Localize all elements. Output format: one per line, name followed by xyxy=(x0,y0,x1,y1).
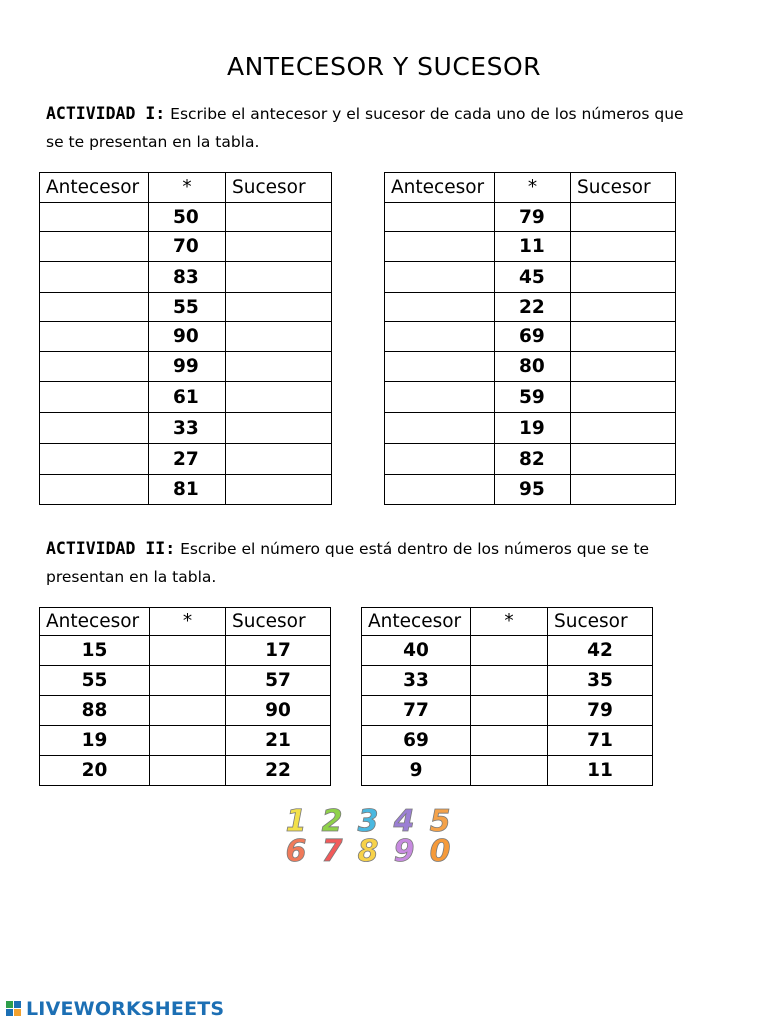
sucesor-answer-cell[interactable] xyxy=(226,444,332,475)
antecesor-cell: 19 xyxy=(40,726,150,756)
header-sucesor: Sucesor xyxy=(226,173,332,203)
header-star: * xyxy=(495,173,571,203)
digit-2: 2 xyxy=(321,804,343,839)
header-star: * xyxy=(149,173,226,203)
given-number-cell: 50 xyxy=(149,203,226,232)
sucesor-answer-cell[interactable] xyxy=(226,203,332,232)
table-row xyxy=(362,636,653,666)
table-row xyxy=(362,696,653,726)
antecesor-cell: 77 xyxy=(362,696,471,726)
table-row xyxy=(40,293,332,322)
given-number-cell: 79 xyxy=(495,203,571,232)
table-row xyxy=(385,322,676,352)
header-sucesor: Sucesor xyxy=(548,608,653,636)
table-row xyxy=(385,232,676,262)
middle-answer-cell[interactable] xyxy=(150,666,226,696)
antecesor-cell: 88 xyxy=(40,696,150,726)
given-number-cell: 80 xyxy=(495,352,571,382)
middle-answer-cell[interactable] xyxy=(150,726,226,756)
middle-answer-cell[interactable] xyxy=(471,666,548,696)
table-row xyxy=(362,726,653,756)
sucesor-answer-cell[interactable] xyxy=(226,322,332,352)
sucesor-answer-cell[interactable] xyxy=(571,352,676,382)
table-row xyxy=(40,726,331,756)
antecesor-cell: 15 xyxy=(40,636,150,666)
middle-answer-cell[interactable] xyxy=(471,636,548,666)
given-number-cell: 22 xyxy=(495,293,571,322)
antecesor-cell: 40 xyxy=(362,636,471,666)
sucesor-answer-cell[interactable] xyxy=(571,203,676,232)
antecesor-answer-cell[interactable] xyxy=(385,203,495,232)
page-title: ANTECESOR Y SUCESOR xyxy=(226,52,542,81)
sucesor-cell: 71 xyxy=(548,726,653,756)
given-number-cell: 11 xyxy=(495,232,571,262)
activity-2-table-left xyxy=(39,607,331,786)
table-row xyxy=(40,444,332,475)
digit-6: 6 xyxy=(285,834,307,864)
antecesor-cell: 55 xyxy=(40,666,150,696)
digit-0: 0 xyxy=(429,834,451,864)
colorful-digits-image xyxy=(282,804,464,864)
middle-answer-cell[interactable] xyxy=(471,756,548,786)
sucesor-cell: 42 xyxy=(548,636,653,666)
given-number-cell: 45 xyxy=(495,262,571,293)
sucesor-cell: 21 xyxy=(226,726,331,756)
sucesor-cell: 35 xyxy=(548,666,653,696)
middle-answer-cell[interactable] xyxy=(150,756,226,786)
sucesor-cell: 79 xyxy=(548,696,653,726)
sucesor-cell: 57 xyxy=(226,666,331,696)
table-row xyxy=(40,322,332,352)
antecesor-answer-cell[interactable] xyxy=(40,352,149,382)
table-row xyxy=(385,444,676,475)
liveworksheets-footer xyxy=(6,996,224,1022)
given-number-cell: 99 xyxy=(149,352,226,382)
given-number-cell: 19 xyxy=(495,413,571,444)
given-number-cell: 61 xyxy=(149,382,226,413)
header-antecesor: Antecesor xyxy=(385,173,495,203)
header-antecesor: Antecesor xyxy=(40,173,149,203)
activity-1-table-right xyxy=(384,172,676,505)
activity-2-text-line1: Escribe el número que está dentro de los números que se te xyxy=(175,540,650,558)
table-row xyxy=(40,636,331,666)
given-number-cell: 33 xyxy=(149,413,226,444)
digit-5: 5 xyxy=(429,804,451,839)
digit-7: 7 xyxy=(321,834,343,864)
given-number-cell: 90 xyxy=(149,322,226,352)
middle-answer-cell[interactable] xyxy=(471,726,548,756)
table-row xyxy=(385,382,676,413)
antecesor-answer-cell[interactable] xyxy=(40,293,149,322)
antecesor-cell: 9 xyxy=(362,756,471,786)
sucesor-answer-cell[interactable] xyxy=(571,322,676,352)
header-antecesor: Antecesor xyxy=(362,608,471,636)
antecesor-answer-cell[interactable] xyxy=(385,232,495,262)
antecesor-answer-cell[interactable] xyxy=(385,382,495,413)
header-antecesor: Antecesor xyxy=(40,608,150,636)
antecesor-answer-cell[interactable] xyxy=(385,413,495,444)
sucesor-answer-cell[interactable] xyxy=(571,293,676,322)
header-star: * xyxy=(471,608,548,636)
given-number-cell: 55 xyxy=(149,293,226,322)
antecesor-answer-cell[interactable] xyxy=(385,444,495,475)
sucesor-cell: 90 xyxy=(226,696,331,726)
table-row xyxy=(40,666,331,696)
sucesor-answer-cell[interactable] xyxy=(226,382,332,413)
table-row xyxy=(385,203,676,232)
activity-1-label: ACTIVIDAD I: xyxy=(46,104,166,123)
given-number-cell: 95 xyxy=(495,475,571,505)
table-row xyxy=(362,666,653,696)
digit-3: 3 xyxy=(357,804,379,839)
given-number-cell: 59 xyxy=(495,382,571,413)
given-number-cell: 83 xyxy=(149,262,226,293)
given-number-cell: 69 xyxy=(495,322,571,352)
antecesor-cell: 33 xyxy=(362,666,471,696)
middle-answer-cell[interactable] xyxy=(150,636,226,666)
antecesor-answer-cell[interactable] xyxy=(40,475,149,505)
table-row xyxy=(40,262,332,293)
header-sucesor: Sucesor xyxy=(226,608,331,636)
antecesor-answer-cell[interactable] xyxy=(385,293,495,322)
antecesor-answer-cell[interactable] xyxy=(40,262,149,293)
sucesor-cell: 17 xyxy=(226,636,331,666)
sucesor-answer-cell[interactable] xyxy=(571,444,676,475)
table-row xyxy=(40,203,332,232)
antecesor-cell: 20 xyxy=(40,756,150,786)
activity-2-instructions xyxy=(46,535,649,591)
activity-2-table-right xyxy=(361,607,653,786)
antecesor-answer-cell[interactable] xyxy=(385,322,495,352)
sucesor-answer-cell[interactable] xyxy=(226,262,332,293)
table-row xyxy=(385,413,676,444)
footer-brand: LIVEWORKSHEETS xyxy=(26,998,225,1020)
middle-answer-cell[interactable] xyxy=(150,696,226,726)
antecesor-answer-cell[interactable] xyxy=(385,475,495,505)
table-row xyxy=(385,352,676,382)
sucesor-answer-cell[interactable] xyxy=(226,293,332,322)
antecesor-answer-cell[interactable] xyxy=(40,203,149,232)
sucesor-answer-cell[interactable] xyxy=(571,413,676,444)
activity-1-text-line2: se te presentan en la tabla. xyxy=(46,133,260,151)
given-number-cell: 27 xyxy=(149,444,226,475)
sucesor-answer-cell[interactable] xyxy=(226,352,332,382)
header-star: * xyxy=(150,608,226,636)
antecesor-answer-cell[interactable] xyxy=(385,262,495,293)
liveworksheets-logo-icon xyxy=(6,1001,22,1017)
digit-4: 4 xyxy=(393,804,415,839)
activity-2-label: ACTIVIDAD II: xyxy=(46,539,176,558)
activity-1-table-left xyxy=(39,172,332,505)
table-row xyxy=(385,475,676,505)
sucesor-answer-cell[interactable] xyxy=(571,382,676,413)
table-row xyxy=(362,756,653,786)
given-number-cell: 82 xyxy=(495,444,571,475)
given-number-cell: 81 xyxy=(149,475,226,505)
sucesor-answer-cell[interactable] xyxy=(226,413,332,444)
activity-1-text-line1: Escribe el antecesor y el sucesor de cada uno de los números que xyxy=(165,105,684,123)
sucesor-answer-cell[interactable] xyxy=(226,232,332,262)
table-row xyxy=(385,262,676,293)
digit-1: 1 xyxy=(285,804,307,839)
sucesor-answer-cell[interactable] xyxy=(571,232,676,262)
table-row xyxy=(40,382,332,413)
antecesor-answer-cell[interactable] xyxy=(40,232,149,262)
table-row xyxy=(385,293,676,322)
antecesor-answer-cell[interactable] xyxy=(40,382,149,413)
digit-9: 9 xyxy=(393,834,415,864)
header-sucesor: Sucesor xyxy=(571,173,676,203)
table-row xyxy=(40,696,331,726)
given-number-cell: 70 xyxy=(149,232,226,262)
activity-2-text-line2: presentan en la tabla. xyxy=(46,568,217,586)
antecesor-cell: 69 xyxy=(362,726,471,756)
table-row xyxy=(40,413,332,444)
sucesor-answer-cell[interactable] xyxy=(571,262,676,293)
table-row xyxy=(40,756,331,786)
sucesor-answer-cell[interactable] xyxy=(226,475,332,505)
table-row xyxy=(40,475,332,505)
sucesor-answer-cell[interactable] xyxy=(571,475,676,505)
middle-answer-cell[interactable] xyxy=(471,696,548,726)
antecesor-answer-cell[interactable] xyxy=(40,413,149,444)
digit-8: 8 xyxy=(357,834,379,864)
table-row xyxy=(40,232,332,262)
antecesor-answer-cell[interactable] xyxy=(385,352,495,382)
antecesor-answer-cell[interactable] xyxy=(40,444,149,475)
activity-1-instructions xyxy=(46,100,684,156)
sucesor-cell: 22 xyxy=(226,756,331,786)
table-row xyxy=(40,352,332,382)
antecesor-answer-cell[interactable] xyxy=(40,322,149,352)
sucesor-cell: 11 xyxy=(548,756,653,786)
